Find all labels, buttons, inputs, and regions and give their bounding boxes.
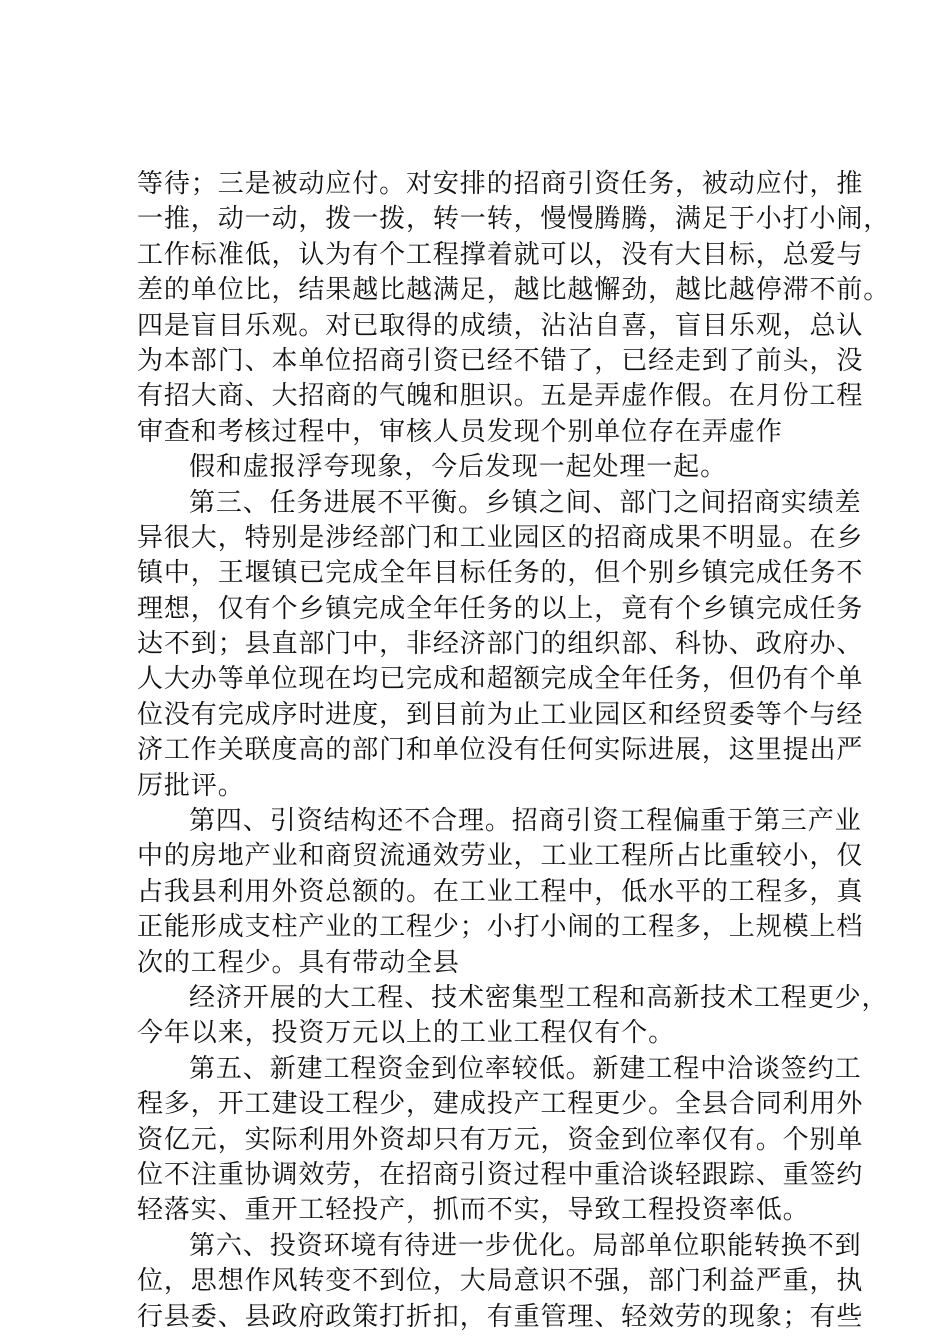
text-line: 中的房地产业和商贸流通效劳业，工业工程所占比重较小，仅 xyxy=(137,841,864,872)
text-line: 理想，仅有个乡镇完成全年任务的以上，竟有个乡镇完成任务 xyxy=(137,593,864,624)
text-line: 审查和考核过程中，审核人员发现个别单位存在弄虚作 xyxy=(137,416,783,447)
text-line: 第五、新建工程资金到位率较低。新建工程中洽谈签约工 xyxy=(189,1053,862,1084)
text-line: 今年以来，投资万元以上的工业工程仅有个。 xyxy=(137,1018,676,1049)
text-line: 资亿元，实际利用外资却只有万元，资金到位率仅有。个别单 xyxy=(137,1124,864,1155)
text-line: 有招大商、大招商的气魄和胆识。五是弄虚作假。在月份工程 xyxy=(137,381,864,412)
text-line: 镇中，王堰镇已完成全年目标任务的，但个别乡镇完成任务不 xyxy=(137,558,864,589)
text-line: 等待；三是被动应付。对安排的招商引资任务，被动应付，推 xyxy=(137,169,864,199)
body-text xyxy=(137,167,891,1335)
text-line: 达不到；县直部门中，非经济部门的组织部、科协、政府办、 xyxy=(137,629,864,660)
text-line: 第三、任务进展不平衡。乡镇之间、部门之间招商实绩差 xyxy=(189,487,862,518)
text-line: 差的单位比，结果越比越满足，越比越懈劲，越比越停滞不前。 xyxy=(137,275,891,306)
text-line: 一推，动一动，拨一拨，转一转，慢慢腾腾，满足于小打小闹， xyxy=(137,204,891,235)
text-line: 行县委、县政府政策打折扣，有重管理、轻效劳的现象；有些 xyxy=(137,1301,864,1332)
text-line: 假和虚报浮夸现象，今后发现一起处理一起。 xyxy=(189,452,728,483)
text-line: 经济开展的大工程、技术密集型工程和高新技术工程更少， xyxy=(189,982,889,1013)
text-line: 异很大，特别是涉经部门和工业园区的招商成果不明显。在乡 xyxy=(137,522,864,553)
text-line: 第四、引资结构还不合理。招商引资工程偏重于第三产业 xyxy=(189,806,862,837)
text-line: 轻落实、重开工轻投产，抓而不实，导致工程投资率低。 xyxy=(137,1195,810,1226)
text-line: 占我县利用外资总额的。在工业工程中，低水平的工程多，真 xyxy=(137,876,864,907)
text-line: 人大办等单位现在均已完成和超额完成全年任务，但仍有个单 xyxy=(137,664,864,695)
text-line: 济工作关联度高的部门和单位没有任何实际进展，这里提出严 xyxy=(137,735,864,766)
text-line: 位，思想作风转变不到位，大局意识不强，部门利益严重，执 xyxy=(137,1266,864,1297)
text-line: 位没有完成序时进度，到目前为止工业园区和经贸委等个与经 xyxy=(137,699,864,730)
text-line: 工作标准低，认为有个工程撑着就可以，没有大目标，总爱与 xyxy=(137,239,864,270)
text-line: 为本部门、本单位招商引资已经不错了，已经走到了前头，没 xyxy=(137,345,864,376)
text-line: 正能形成支柱产业的工程少；小打小闹的工程多，上规模上档 xyxy=(137,912,864,943)
text-line: 次的工程少。具有带动全县 xyxy=(137,947,460,978)
text-line: 程多，开工建设工程少，建成投产工程更少。全县合同利用外 xyxy=(137,1089,864,1120)
text-line: 四是盲目乐观。对已取得的成绩，沾沾自喜，盲目乐观，总认 xyxy=(137,310,864,341)
text-line: 厉批评。 xyxy=(137,770,245,801)
text-line: 第六、投资环境有待进一步优化。局部单位职能转换不到 xyxy=(189,1230,862,1261)
text-line: 位不注重协调效劳，在招商引资过程中重洽谈轻跟踪、重签约 xyxy=(137,1159,864,1190)
